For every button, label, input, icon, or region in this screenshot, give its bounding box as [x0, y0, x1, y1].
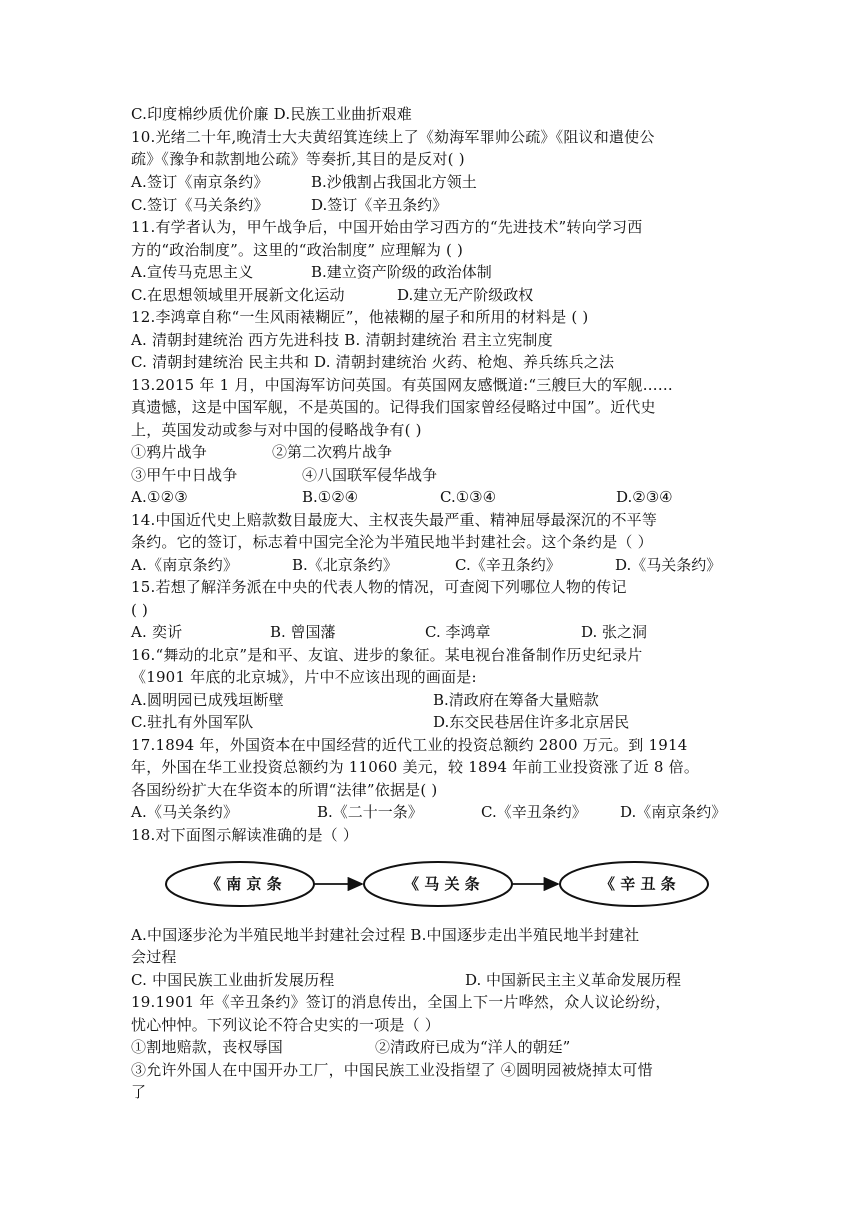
q18-option-d: D. 中国新民主主义革命发展历程 — [465, 971, 682, 989]
q17-option-b: B.《二十一条》 — [317, 803, 423, 821]
q10-option-d: D.签订《辛丑条约》 — [311, 196, 448, 214]
q19-stem-line2: 忧心忡忡。下列议论不符合史实的一项是（ ） — [131, 1016, 440, 1034]
q15-stem-line2: ( ) — [131, 601, 149, 619]
q14-stem-line2: 条约。它的签订，标志着中国完全沦为半殖民地半封建社会。这个条约是（ ） — [131, 533, 653, 551]
q18-options-ab-line2: 会过程 — [131, 948, 177, 966]
q18-stem: 18.对下面图示解读准确的是（ ） — [131, 826, 359, 844]
q19-item-1: ①割地赔款，丧权辱国 — [131, 1038, 284, 1056]
q17-option-d: D.《南京条约》 — [620, 803, 727, 821]
q9-options-cd: C.印度棉纱质优价廉 D.民族工业曲折艰难 — [131, 105, 412, 123]
q13-option-d: D.②③④ — [616, 488, 673, 506]
q11-option-b: B.建立资产阶级的政治体制 — [311, 263, 492, 281]
q10-option-a: A.签订《南京条约》 — [131, 173, 269, 191]
q13-stem-line3: 上，英国发动或参与对中国的侵略战争有( ) — [131, 421, 422, 439]
q19-items-wrap: 了 — [131, 1083, 147, 1101]
treaty-node-nanjing-label: 《 南 京 条 — [206, 875, 282, 893]
q13-item-4: ④八国联军侵华战争 — [302, 466, 438, 484]
q12-stem: 12.李鸿章自称“一生风雨裱糊匠”，他裱糊的屋子和所用的材料是 ( ) — [131, 308, 589, 326]
q15-stem-line1: 15.若想了解洋务派在中央的代表人物的情况，可查阅下列哪位人物的传记 — [131, 578, 627, 596]
q13-stem-line1: 13.2015 年 1 月，中国海军访问英国。有英国网友感慨道:“三艘巨大的军舰…… — [131, 376, 674, 394]
q19-item-2: ②清政府已成为“洋人的朝廷” — [375, 1038, 571, 1056]
q16-stem-line2: 《1901 年底的北京城》，片中不应该出现的画面是: — [131, 668, 477, 686]
q10-stem-line2: 疏》《豫争和款割地公疏》等奏折,其目的是反对( ) — [131, 150, 465, 168]
q13-option-b: B.①②④ — [302, 488, 359, 506]
q17-stem-line3: 各国纷纷扩大在华资本的所谓“法律”依据是( ) — [131, 781, 438, 799]
q14-stem-line1: 14.中国近代史上赔款数目最庞大、主权丧失最严重、精神屈辱最深沉的不平等 — [131, 511, 658, 529]
q18-options-ab-line1: A.中国逐步沦为半殖民地半封建社会过程 B.中国逐步走出半殖民地半封建社 — [131, 926, 640, 944]
treaty-node-maguan-label: 《 马 关 条 — [404, 875, 480, 893]
q16-option-a: A.圆明园已成残垣断壁 — [131, 691, 284, 709]
q13-option-c: C.①③④ — [440, 488, 497, 506]
q12-options-cd: C. 清朝封建统治 民主共和 D. 清朝封建统治 火药、枪炮、养兵练兵之法 — [131, 353, 615, 371]
q19-items-3-4: ③允许外国人在中国开办工厂，中国民族工业没指望了 ④圆明园被烧掉太可惜 — [131, 1061, 653, 1079]
q17-stem-line1: 17.1894 年，外国资本在中国经营的近代工业的投资总额约 2800 万元。到 1914 — [131, 736, 688, 754]
q17-option-a: A.《马关条约》 — [131, 803, 239, 821]
q18-option-c: C. 中国民族工业曲折发展历程 — [131, 971, 335, 989]
q10-stem-line1: 10.光绪二十年,晚清士大夫黄绍箕连续上了《劾海军罪帅公疏》《阻议和遣使公 — [131, 128, 655, 146]
q11-stem-line2: 方的“政治制度”。这里的“政治制度” 应理解为 ( ) — [131, 241, 464, 259]
q15-option-d: D. 张之洞 — [581, 623, 648, 641]
q16-stem-line1: 16.“舞动的北京”是和平、友谊、进步的象征。某电视台准备制作历史纪录片 — [131, 646, 643, 664]
q11-option-a: A.宣传马克思主义 — [131, 263, 254, 281]
q16-option-c: C.驻扎有外国军队 — [131, 713, 254, 731]
q15-option-a: A. 奕䜣 — [131, 623, 183, 641]
q14-option-b: B.《北京条约》 — [292, 556, 398, 574]
q17-stem-line2: 年，外国在华工业投资总额约为 11060 美元，较 1894 年前工业投资涨了近 8 倍。 — [131, 758, 700, 776]
q16-option-b: B.清政府在筹备大量赔款 — [433, 691, 599, 709]
q13-stem-line2: 真遗憾，这是中国军舰，不是英国的。记得我们国家曾经侵略过中国”。近代史 — [131, 398, 656, 416]
q10-option-c: C.签订《马关条约》 — [131, 196, 269, 214]
q15-option-b: B. 曾国藩 — [270, 623, 336, 641]
q11-option-d: D.建立无产阶级政权 — [397, 286, 534, 304]
q14-option-d: D.《马关条约》 — [615, 556, 722, 574]
q13-option-a: A.①②③ — [131, 488, 188, 506]
q19-stem-line1: 19.1901 年《辛丑条约》签订的消息传出，全国上下一片哗然，众人议论纷纷， — [131, 993, 671, 1011]
q13-item-2: ②第二次鸦片战争 — [272, 443, 393, 461]
q10-option-b: B.沙俄割占我国北方领土 — [311, 173, 477, 191]
q11-option-c: C.在思想领域里开展新文化运动 — [131, 286, 345, 304]
q14-option-a: A.《南京条约》 — [131, 556, 239, 574]
q15-option-c: C. 李鸿章 — [425, 623, 491, 641]
q17-option-c: C.《辛丑条约》 — [481, 803, 587, 821]
q16-option-d: D.东交民巷居住许多北京居民 — [433, 713, 630, 731]
treaty-node-xinchou-label: 《 辛 丑 条 — [600, 875, 676, 893]
q13-item-3: ③甲午中日战争 — [131, 466, 238, 484]
treaty-sequence-diagram — [160, 858, 740, 910]
q12-options-ab: A. 清朝封建统治 西方先进科技 B. 清朝封建统治 君主立宪制度 — [131, 331, 553, 349]
q13-item-1: ①鸦片战争 — [131, 443, 208, 461]
q11-stem-line1: 11.有学者认为，甲午战争后，中国开始由学习西方的“先进技术”转向学习西 — [131, 218, 643, 236]
q14-option-c: C.《辛丑条约》 — [455, 556, 561, 574]
